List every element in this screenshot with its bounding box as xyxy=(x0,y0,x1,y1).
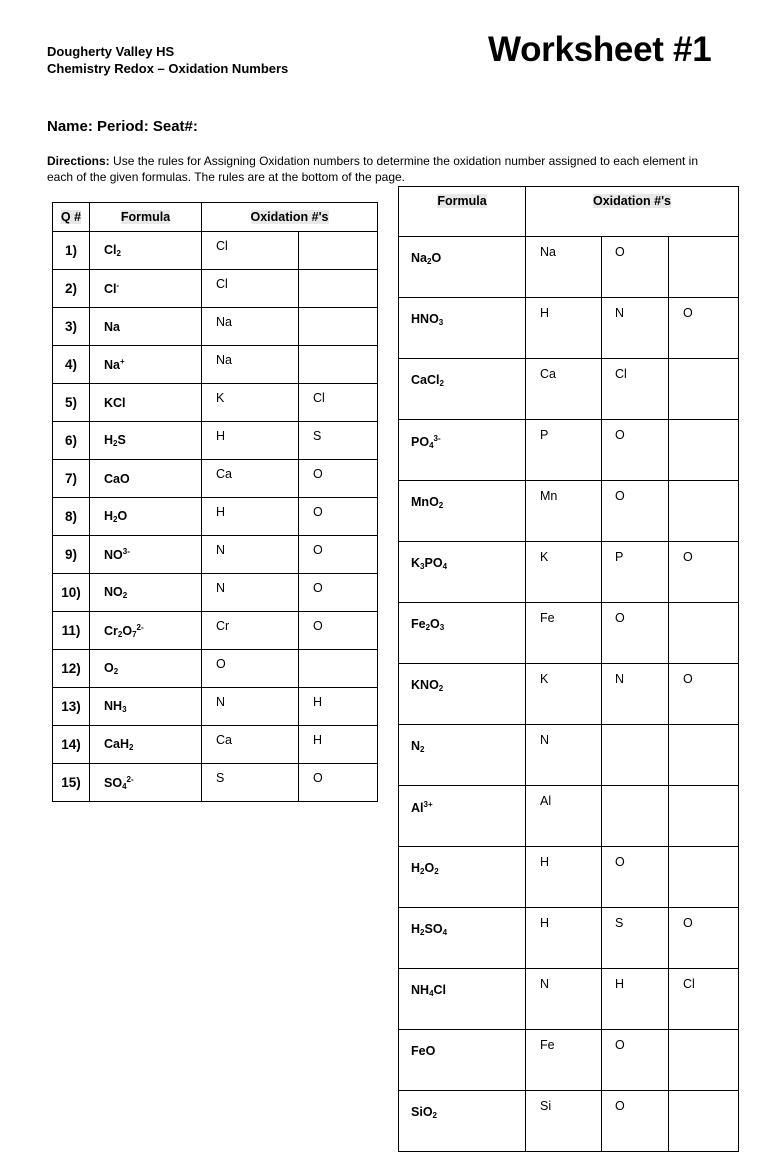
formula-cell xyxy=(90,650,202,688)
table-row xyxy=(53,764,378,802)
element-cell: Na xyxy=(202,346,299,384)
table-row xyxy=(399,420,739,481)
element-cell: Si xyxy=(526,1091,602,1152)
table-row xyxy=(53,688,378,726)
table-row xyxy=(53,536,378,574)
element-cell: H xyxy=(602,969,669,1030)
table-row xyxy=(53,270,378,308)
formula-text: $Cr_2O_7^{2-}$ xyxy=(104,622,144,639)
formula-cell xyxy=(90,536,202,574)
element-cell: H xyxy=(299,726,378,764)
element-cell: S xyxy=(299,422,378,460)
question-number: 2) xyxy=(53,270,90,308)
formula-cell xyxy=(399,481,526,542)
formula-cell xyxy=(399,420,526,481)
worksheet-title: Worksheet #1 xyxy=(488,30,712,69)
element-cell: O xyxy=(602,420,669,481)
table-row xyxy=(53,308,378,346)
element-cell xyxy=(299,650,378,688)
formula-text: $H_2O$ xyxy=(104,509,128,524)
formula-text: CaH$_2$ xyxy=(104,737,134,752)
element-cell: Ca xyxy=(526,359,602,420)
directions-text: Use the rules for Assigning Oxidation numbers to determine the oxidation number assigned to each element in each of the given formulas. The rules are at the bottom of the page. xyxy=(47,154,699,184)
formula-cell xyxy=(90,726,202,764)
table-row xyxy=(399,908,739,969)
question-number: 15) xyxy=(53,764,90,802)
table-row xyxy=(53,726,378,764)
element-cell: O xyxy=(299,536,378,574)
element-cell: Cl xyxy=(669,969,739,1030)
question-number: 5) xyxy=(53,384,90,422)
formula-cell xyxy=(90,422,202,460)
question-number: 10) xyxy=(53,574,90,612)
formula-cell xyxy=(90,688,202,726)
element-cell: O xyxy=(299,460,378,498)
formula-cell xyxy=(90,574,202,612)
question-number: 14) xyxy=(53,726,90,764)
element-cell: O xyxy=(602,1030,669,1091)
element-cell: N xyxy=(602,664,669,725)
element-cell: N xyxy=(202,688,299,726)
table-row xyxy=(399,481,739,542)
formula-cell xyxy=(90,384,202,422)
element-cell xyxy=(299,232,378,270)
element-cell xyxy=(602,725,669,786)
formula-text: $KNO_2$ xyxy=(411,678,444,693)
question-number: 4) xyxy=(53,346,90,384)
element-cell: N xyxy=(526,725,602,786)
table-row xyxy=(399,237,739,298)
table-row xyxy=(399,725,739,786)
question-number: 9) xyxy=(53,536,90,574)
right-question-table xyxy=(398,186,739,1152)
element-cell: K xyxy=(526,664,602,725)
formula-text: CaCl$_2$ xyxy=(411,373,444,388)
element-cell: Na xyxy=(202,308,299,346)
formula-cell xyxy=(399,786,526,847)
question-number: 8) xyxy=(53,498,90,536)
element-cell: S xyxy=(602,908,669,969)
header-oxidation: Oxidation #'s xyxy=(526,187,739,237)
formula-text: $K_3PO_4$ xyxy=(411,556,448,571)
element-cell: H xyxy=(299,688,378,726)
element-cell: O xyxy=(299,498,378,536)
element-cell xyxy=(299,308,378,346)
element-cell: O xyxy=(669,542,739,603)
element-cell xyxy=(669,420,739,481)
formula-text: $H_2S$ xyxy=(104,433,126,448)
table-row xyxy=(399,603,739,664)
formula-text: $H_2SO_4$ xyxy=(411,922,448,937)
element-cell: O xyxy=(299,574,378,612)
element-cell: O xyxy=(602,1091,669,1152)
element-cell: Mn xyxy=(526,481,602,542)
table-row xyxy=(399,664,739,725)
formula-text: $SO_4^{2-}$ xyxy=(104,774,134,791)
formula-cell xyxy=(90,270,202,308)
table-row xyxy=(53,346,378,384)
formula-text: $PO_4^{3-}$ xyxy=(411,434,441,450)
table-row xyxy=(53,574,378,612)
element-cell xyxy=(669,1091,739,1152)
element-cell: Fe xyxy=(526,603,602,664)
element-cell: Cl xyxy=(202,270,299,308)
table-row xyxy=(53,422,378,460)
name-period-seat-line: Name: Period: Seat#: xyxy=(47,118,198,135)
question-number: 11) xyxy=(53,612,90,650)
directions xyxy=(47,154,727,185)
question-number: 3) xyxy=(53,308,90,346)
element-cell: N xyxy=(526,969,602,1030)
school-name: Dougherty Valley HS xyxy=(47,44,175,59)
element-cell: P xyxy=(602,542,669,603)
table-row xyxy=(53,460,378,498)
formula-cell xyxy=(90,460,202,498)
element-cell xyxy=(669,603,739,664)
table-row xyxy=(53,498,378,536)
element-cell: O xyxy=(669,298,739,359)
question-number: 1) xyxy=(53,232,90,270)
formula-text: Na xyxy=(104,319,120,334)
element-cell: O xyxy=(299,612,378,650)
formula-cell xyxy=(399,664,526,725)
element-cell: Fe xyxy=(526,1030,602,1091)
formula-text: SiO$_2$ xyxy=(411,1105,437,1120)
table-row xyxy=(53,612,378,650)
formula-text: $NO^{3-}$ xyxy=(104,547,130,562)
formula-text: $HNO_3$ xyxy=(411,312,444,327)
element-cell: Cl xyxy=(602,359,669,420)
element-cell: N xyxy=(602,298,669,359)
table-row xyxy=(399,1091,739,1152)
formula-text: $Na_2O$ xyxy=(411,251,442,266)
element-cell: Cl xyxy=(202,232,299,270)
element-cell: H xyxy=(202,498,299,536)
formula-cell xyxy=(90,612,202,650)
element-cell xyxy=(669,237,739,298)
table-row xyxy=(399,1030,739,1091)
element-cell xyxy=(669,359,739,420)
formula-text: $Al^{3+}$ xyxy=(411,800,433,815)
element-cell: O xyxy=(202,650,299,688)
formula-cell xyxy=(399,542,526,603)
formula-cell xyxy=(399,298,526,359)
element-cell: H xyxy=(526,298,602,359)
formula-text: $Fe_2O_3$ xyxy=(411,617,445,632)
formula-cell xyxy=(399,847,526,908)
element-cell: Al xyxy=(526,786,602,847)
formula-text: FeO xyxy=(411,1044,436,1058)
formula-text: $Cl_2$ xyxy=(104,243,121,258)
element-cell: O xyxy=(602,237,669,298)
element-cell: Cl xyxy=(299,384,378,422)
course-name: Chemistry Redox – Oxidation Numbers xyxy=(47,60,289,76)
formula-cell xyxy=(399,237,526,298)
table-row xyxy=(53,232,378,270)
formula-cell xyxy=(399,359,526,420)
question-number: 13) xyxy=(53,688,90,726)
element-cell: H xyxy=(202,422,299,460)
formula-text: $NH_4Cl$ xyxy=(411,983,447,998)
formula-text: $NH_3$ xyxy=(104,699,127,714)
element-cell: H xyxy=(526,847,602,908)
left-question-table xyxy=(52,202,378,802)
left-table-header xyxy=(53,203,378,232)
table-row xyxy=(53,384,378,422)
element-cell: Cr xyxy=(202,612,299,650)
formula-cell xyxy=(399,969,526,1030)
element-cell: N xyxy=(202,574,299,612)
element-cell xyxy=(299,270,378,308)
formula-cell xyxy=(90,498,202,536)
school-course-info xyxy=(47,44,307,77)
element-cell: Ca xyxy=(202,460,299,498)
formula-cell xyxy=(90,232,202,270)
formula-text: $NO_2$ xyxy=(104,585,128,600)
table-row xyxy=(399,542,739,603)
question-number: 7) xyxy=(53,460,90,498)
element-cell: K xyxy=(202,384,299,422)
question-number: 12) xyxy=(53,650,90,688)
formula-cell xyxy=(399,725,526,786)
formula-text: MnO$_2$ xyxy=(411,495,444,510)
header-formula: Formula xyxy=(90,203,202,232)
element-cell xyxy=(669,481,739,542)
table-row xyxy=(53,650,378,688)
header-oxidation: Oxidation #'s xyxy=(202,203,378,232)
element-cell: N xyxy=(202,536,299,574)
formula-cell xyxy=(399,908,526,969)
header-q: Q # xyxy=(53,203,90,232)
element-cell: Ca xyxy=(202,726,299,764)
formula-cell xyxy=(90,308,202,346)
element-cell: Na xyxy=(526,237,602,298)
table-row xyxy=(399,847,739,908)
formula-cell xyxy=(399,603,526,664)
formula-text: Cl- xyxy=(104,281,120,296)
formula-cell xyxy=(90,346,202,384)
element-cell xyxy=(602,786,669,847)
table-row xyxy=(399,359,739,420)
element-cell: O xyxy=(602,603,669,664)
element-cell: P xyxy=(526,420,602,481)
element-cell xyxy=(669,725,739,786)
element-cell: K xyxy=(526,542,602,603)
formula-text: $O_2$ xyxy=(104,661,119,676)
element-cell xyxy=(669,786,739,847)
element-cell xyxy=(669,847,739,908)
directions-label: Directions: xyxy=(47,154,110,168)
element-cell: O xyxy=(299,764,378,802)
question-number: 6) xyxy=(53,422,90,460)
formula-text: CaO xyxy=(104,471,130,486)
formula-cell xyxy=(399,1030,526,1091)
header-formula: Formula xyxy=(399,187,526,237)
formula-cell xyxy=(90,764,202,802)
element-cell xyxy=(669,1030,739,1091)
right-table-header xyxy=(399,187,739,237)
formula-text: KCl xyxy=(104,395,126,410)
table-row xyxy=(399,298,739,359)
formula-text: Na+ xyxy=(104,357,125,372)
formula-text: $H_2O_2$ xyxy=(411,861,439,876)
element-cell: O xyxy=(669,908,739,969)
formula-cell xyxy=(399,1091,526,1152)
element-cell: O xyxy=(669,664,739,725)
table-row xyxy=(399,969,739,1030)
element-cell xyxy=(299,346,378,384)
formula-text: $N_2$ xyxy=(411,739,425,754)
element-cell: H xyxy=(526,908,602,969)
table-row xyxy=(399,786,739,847)
element-cell: O xyxy=(602,847,669,908)
element-cell: S xyxy=(202,764,299,802)
element-cell: O xyxy=(602,481,669,542)
